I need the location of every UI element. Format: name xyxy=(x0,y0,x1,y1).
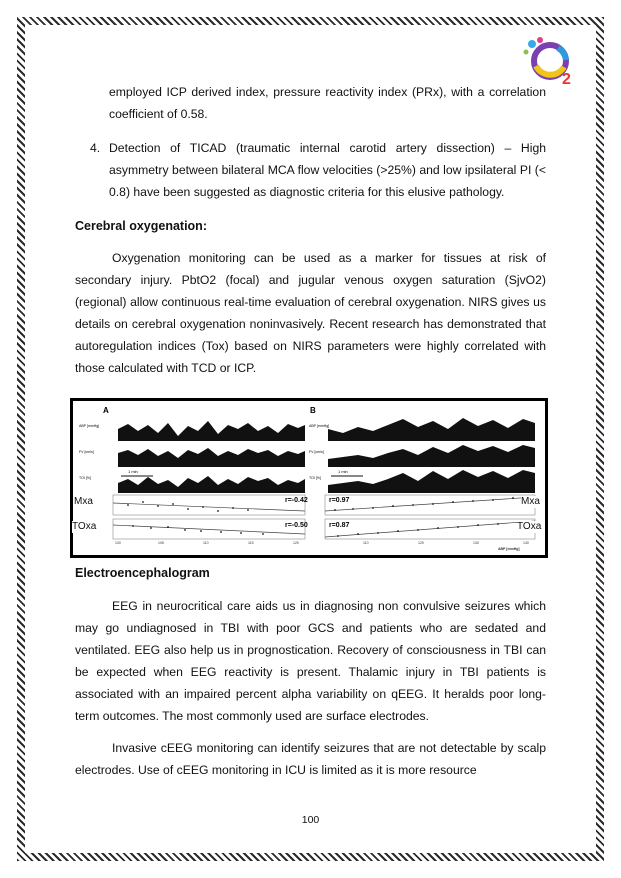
r-value-a-mxa: r=-0.42 xyxy=(285,497,308,504)
x-axis-label-b: ABP [mmHg] xyxy=(498,547,520,551)
scale-label-a: 1 min xyxy=(128,469,138,474)
paragraph-eeg-1: EEG in neurocritical care aids us in diagnosing non convulsive seizures which may go undiagnosed in TBI with poor GCS and patients who are sedated and ventilated. EEG also help us in prognostication. Recovery of consciousness in TBI can be expected when EEG reactivity is present. Thalamic injury in TBI patients is associated with an impaired percent alpha variability on qEEG. It heralds poor long-term outcomes. The most commonly used are surface electrodes. xyxy=(75,599,546,723)
row-label-fv-b: FV [cm/s] xyxy=(309,450,324,454)
x-tick-a-4: 120 xyxy=(293,541,299,545)
x-tick-a-3: 115 xyxy=(248,541,254,545)
side-label-right-toxa: TOxa xyxy=(517,521,542,532)
list-item-text: Detection of TICAD (traumatic internal carotid artery dissection) – High asymmetry between bilateral MCA flow velocities (>25%) and low ipsilateral PI (< 0.8) have been suggested as diagnostic criteria for this elusive pathology. xyxy=(109,141,546,199)
toi-trace-b xyxy=(328,470,535,493)
x-tick-b-1: 120 xyxy=(418,541,424,545)
section-heading-cerebral-oxygenation: Cerebral oxygenation: xyxy=(75,219,207,233)
abp-trace-a xyxy=(118,421,305,441)
x-tick-a-1: 105 xyxy=(158,541,164,545)
x-tick-b-2: 130 xyxy=(473,541,479,545)
x-tick-b-3: 140 xyxy=(523,541,529,545)
continued-paragraph: employed ICP derived index, pressure reactivity index (PRx), with a correlation coefficient of 0.58. xyxy=(109,85,546,121)
r-value-a-toxa: r=-0.50 xyxy=(285,522,308,529)
svg-text:2: 2 xyxy=(562,71,571,88)
autoregulation-figure xyxy=(70,398,548,558)
side-label-left-mxa: Mxa xyxy=(74,496,93,507)
scale-label-b: 1 min xyxy=(338,469,348,474)
list-item-number: 4. xyxy=(90,141,101,155)
paragraph-eeg-2: Invasive cEEG monitoring can identify seizures that are not detectable by scalp electrodes. Use of cEEG monitoring in ICU is limited as it is more resource xyxy=(75,741,546,777)
row-label-toi-b: TOI [%] xyxy=(309,476,321,480)
paragraph-cerebral-oxygenation: Oxygenation monitoring can be used as a marker for tissues at risk of secondary injury. PbtO2 (focal) and jugular venous oxygen saturation (SjvO2) (regional) allow continuous real-time evaluation of cerebral oxygenation. NIRS gives us details on cerebral oxygenation noninvasively. Recent research has demonstrated that autoregulation indices (Tox) based on NIRS parameters were highly correlated with those calculated with TCD or ICP. xyxy=(75,251,546,375)
row-label-abp-a: ABP [mmHg] xyxy=(79,424,100,428)
toi-trace-a xyxy=(118,476,305,493)
side-label-right-mxa: Mxa xyxy=(521,496,540,507)
r-value-b-mxa: r=0.97 xyxy=(329,497,350,504)
r-value-b-toxa: r=0.87 xyxy=(329,522,350,529)
section-heading-electroencephalogram: Electroencephalogram xyxy=(75,566,210,580)
abp-trace-b xyxy=(328,418,535,441)
figure-panels xyxy=(73,401,545,555)
x-tick-a-0: 100 xyxy=(115,541,121,545)
panel-a-label: A xyxy=(103,406,109,415)
panel-b-label: B xyxy=(310,406,316,415)
row-label-abp-b: ABP [mmHg] xyxy=(309,424,330,428)
x-tick-a-2: 110 xyxy=(203,541,209,545)
row-label-toi-a: TOI [%] xyxy=(79,476,91,480)
fv-trace-a xyxy=(118,448,305,467)
fv-trace-b xyxy=(328,445,535,467)
row-label-fv-a: FV [cm/s] xyxy=(79,450,94,454)
page-number: 100 xyxy=(301,814,320,826)
x-tick-b-0: 110 xyxy=(363,541,369,545)
side-label-left-toxa: TOxa xyxy=(72,521,97,532)
